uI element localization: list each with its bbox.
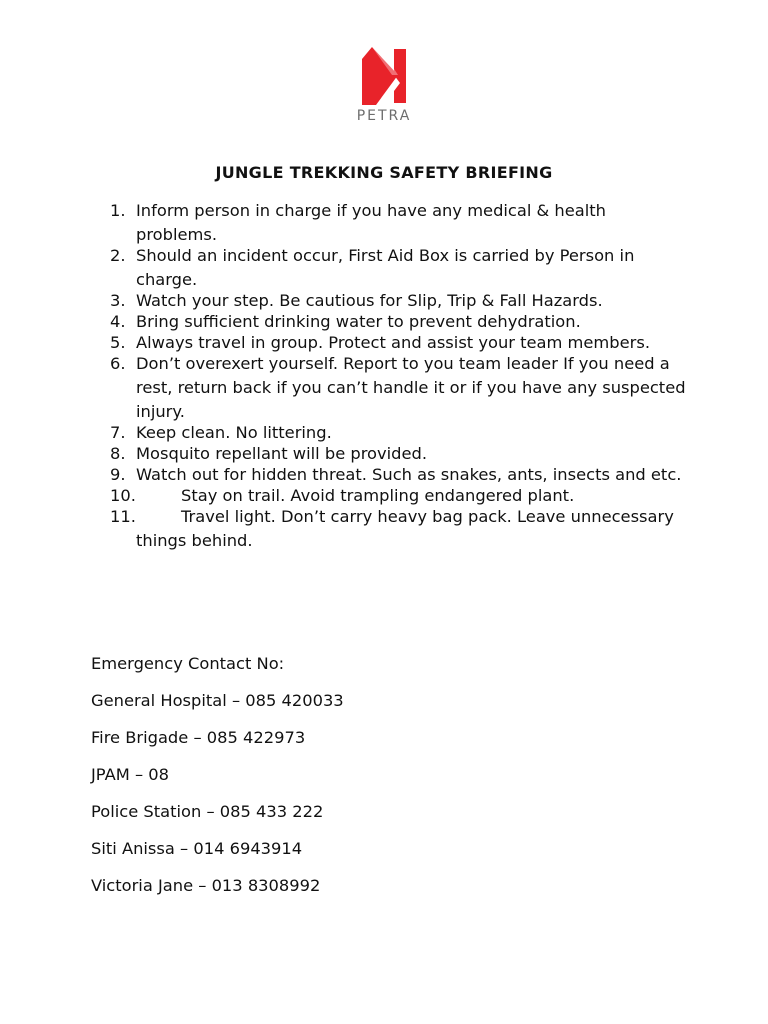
list-item-number: 7. (110, 423, 126, 442)
list-item-text: Bring sufficient drinking water to prevent dehydration. (136, 312, 581, 331)
logo-text: PETRA (356, 108, 412, 124)
list-item-text: Inform person in charge if you have any medical & health problems. (136, 201, 606, 244)
list-item-number: 8. (110, 444, 126, 463)
contact-line: JPAM – 08 (91, 765, 169, 784)
contact-line: Siti Anissa – 014 6943914 (91, 839, 303, 858)
list-item (110, 199, 690, 247)
list-item-text: Always travel in group. Protect and assist your team members. (136, 333, 650, 352)
list-item-number: 4. (110, 312, 126, 331)
emergency-contacts (91, 653, 691, 912)
list-item (110, 505, 690, 553)
petra-logo (346, 45, 422, 127)
contact-line: Police Station – 085 433 222 (91, 802, 324, 821)
list-item-text: Travel light. Don’t carry heavy bag pack. Leave unnecessary things behind. (136, 507, 674, 550)
contact-line: Fire Brigade – 085 422973 (91, 728, 306, 747)
list-item (110, 352, 690, 424)
list-item-number: 6. (110, 354, 126, 373)
list-item-text: Keep clean. No littering. (136, 423, 332, 442)
list-item-number: 2. (110, 246, 126, 265)
contacts-heading: Emergency Contact No: (91, 654, 285, 673)
page-title: JUNGLE TREKKING SAFETY BRIEFING (215, 163, 553, 182)
list-item (110, 244, 690, 292)
contact-line: General Hospital – 085 420033 (91, 691, 344, 710)
safety-rules-list (110, 199, 690, 550)
list-item-text: Don’t overexert yourself. Report to you team leader If you need a rest, return back if you can’t handle it or if you have any suspected injury. (136, 354, 686, 421)
list-item-text: Stay on trail. Avoid trampling endangered plant. (181, 486, 575, 505)
list-item-text: Watch out for hidden threat. Such as snakes, ants, insects and etc. (136, 465, 682, 484)
list-item-number: 1. (110, 201, 126, 220)
contact-line: Victoria Jane – 013 8308992 (91, 876, 321, 895)
list-item-number: 3. (110, 291, 126, 310)
list-item-number: 10. (110, 486, 136, 505)
list-item-number: 9. (110, 465, 126, 484)
list-item-text: Mosquito repellant will be provided. (136, 444, 428, 463)
list-item-number: 11. (110, 507, 136, 526)
list-item-text: Should an incident occur, First Aid Box is carried by Person in charge. (136, 246, 635, 289)
list-item-text: Watch your step. Be cautious for Slip, Trip & Fall Hazards. (136, 291, 603, 310)
petra-logo-mark-icon (358, 45, 410, 107)
list-item-number: 5. (110, 333, 126, 352)
